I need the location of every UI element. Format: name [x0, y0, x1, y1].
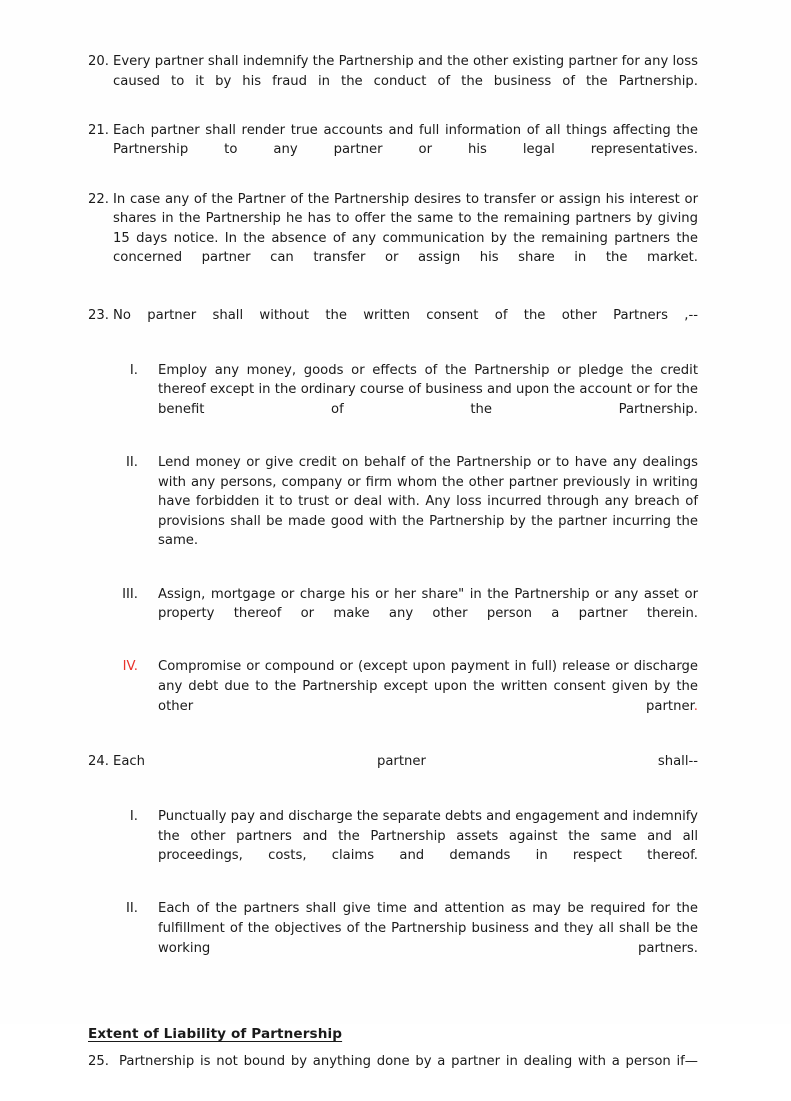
section-heading-block: [88, 1026, 698, 1042]
clause-text-21: Each partner shall render true accounts and full information of all things affecting the Partnership to any partner or his legal representatives.: [113, 122, 698, 158]
clause-text-22: In case any of the Partner of the Partnership desires to transfer or assign his interest or shares in the Partnership he has to offer the same to the remaining partners by giving 15 days notice. In the absence of any communication by the remaining partners the concerned partner can transfer or assign his share in the market.: [113, 191, 698, 266]
roman-marker-iii: III.: [122, 586, 138, 602]
clause-text-23: No partner shall without the written consent of the other Partners ,--: [113, 307, 698, 323]
clause-item-22: [88, 190, 698, 288]
clause-23-subitem-ii-text: Lend money or give credit on behalf of the Partnership or to have any dealings with any persons, company or firm whom the other partner previously in writing have forbidden it to trust or deal with. Any loss incurred through any breach of provisions shall be made good with the Partnership by the partner incurring the same.: [158, 455, 698, 549]
clause-23-subitem-iv-period: .: [693, 698, 698, 714]
roman-marker-ii: II.: [126, 455, 138, 471]
clause-marker-23: 23.: [88, 307, 109, 323]
clause-text-24: Each partner shall--: [113, 753, 698, 769]
clause-24-subitem-ii-text: Each of the partners shall give time and attention as may be required for the fulfillment of the objectives of the Partnership business and they all shall be the working partners.: [158, 901, 698, 956]
roman-marker-i: I.: [129, 362, 138, 378]
clause-23-subitem-iv-text: [158, 657, 698, 735]
clause-23-subitem-i: [108, 361, 698, 439]
clause-23-subitem-iii: [108, 585, 698, 644]
clause-marker-20: 20.: [88, 54, 109, 69]
clause-item-20: [88, 52, 698, 111]
clause-marker-24: 24.: [88, 753, 109, 769]
clause-item-21: [88, 121, 698, 180]
roman-marker-i: I.: [129, 809, 138, 824]
clause-23-subitem-ii: [108, 453, 698, 571]
document-content: [88, 52, 698, 1101]
clause-24-sublist: [88, 807, 698, 978]
clause-item-23: [88, 306, 698, 345]
roman-marker-ii: II.: [126, 901, 138, 917]
clause-24-subitem-ii: [108, 899, 698, 977]
clause-item-25: [88, 1052, 698, 1091]
clause-23-subitem-iv: [108, 657, 698, 735]
clause-marker-25: 25.: [88, 1053, 109, 1069]
clause-23-subitem-i-text: Employ any money, goods or effects of the Partnership or pledge the credit thereof except in the ordinary course of business and upon the account or for the benefit of the Partnership.: [158, 362, 698, 417]
clause-23-subitem-iii-text: Assign, mortgage or charge his or her share" in the Partnership or any asset or property thereof or make any other person a partner therein.: [158, 586, 698, 622]
clause-text-25: Partnership is not bound by anything done by a partner in dealing with a person if—: [119, 1053, 698, 1069]
clause-marker-21: 21.: [88, 122, 109, 138]
clause-23-sublist: [88, 361, 698, 736]
section-heading-extent-of-liability: Extent of Liability of Partnership: [88, 1025, 343, 1042]
clause-24-subitem-i: [108, 807, 698, 885]
roman-marker-iv: IV.: [122, 659, 138, 675]
clause-item-24: [88, 752, 698, 791]
clause-text-20: Every partner shall indemnify the Partnership and the other existing partner for any loss caused to it by his fraud in the conduct of the business of the Partnership.: [113, 54, 698, 89]
clause-marker-22: 22.: [88, 191, 109, 207]
clause-24-subitem-i-text: Punctually pay and discharge the separate debts and engagement and indemnify the other partners and the Partnership assets against the same and all proceedings, costs, claims and demands in respect thereof.: [158, 809, 698, 864]
clause-23-subitem-iv-main: Compromise or compound or (except upon payment in full) release or discharge any debt due to the Partnership except upon the written consent given by the other partner: [158, 659, 698, 714]
